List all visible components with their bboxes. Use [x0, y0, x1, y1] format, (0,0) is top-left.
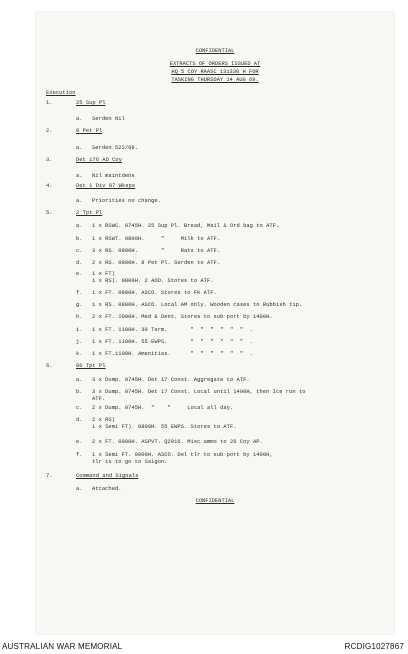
sub-text: 1 x RS. 0800H. ASCO. Local AM only. Wooden cases to Rubbish tip.: [92, 302, 303, 308]
sub-text: 2 x FT. 1000H. Med & Dent. Stores to sub port by 1400H.: [92, 314, 273, 320]
sub-letter: e.: [76, 271, 83, 277]
footer-institution: AUSTRALIAN WAR MEMORIAL: [2, 642, 123, 651]
classification-bottom: CONFIDENTIAL: [195, 498, 235, 504]
title-line-2: HQ 5 COY RAASC 131330 H FOR: [171, 69, 259, 75]
footer-bar: [0, 640, 408, 654]
sub-letter: a.: [76, 223, 83, 229]
item-number: 5.: [46, 210, 53, 216]
sub-letter: a.: [76, 377, 83, 383]
sub-text: 1 x FT) 1 x RS). 0800H. 2 AOD. Stores to ATF.: [92, 271, 214, 284]
sub-letter: a.: [76, 145, 83, 151]
sub-letter: b.: [76, 236, 83, 242]
sub-text: Serden Nil: [92, 116, 125, 122]
item-number: 6.: [46, 363, 53, 369]
sub-text: 1 x Semi FT. 0900H. ASCO. Del tlr to sub port by 1400H, tlr is to go to Saigon.: [92, 452, 273, 465]
sub-text: Nil maintdens: [92, 173, 135, 179]
item-title: 86 Tpt Pl: [76, 363, 106, 369]
sub-text: 2 x FT. 0800H. ASPVT. Q2016. Misc ammo to 26 Coy AP.: [92, 439, 263, 445]
sub-letter: f.: [76, 290, 83, 296]
title-line-3: TASKING THURSDAY 14 AUG 69.: [171, 77, 259, 83]
footer-record-id: RCDIG1027867: [344, 642, 404, 651]
sub-letter: d.: [76, 260, 83, 266]
document-page: [36, 12, 394, 634]
sub-text: 1 x FT. 1100H. 30 Term. " " " " " " .: [92, 327, 253, 333]
sub-letter: d.: [76, 417, 83, 423]
sub-letter: a.: [76, 116, 83, 122]
sub-letter: a.: [76, 198, 83, 204]
sub-letter: c.: [76, 248, 83, 254]
sub-text: Attached.: [92, 486, 122, 492]
sub-letter: a.: [76, 173, 83, 179]
sub-text: 2 x Dump. 0745H. " " Local all day.: [92, 405, 234, 411]
sub-letter: b.: [76, 389, 83, 395]
sub-letter: i.: [76, 327, 83, 333]
sub-letter: f.: [76, 452, 83, 458]
item-number: 4.: [46, 183, 53, 189]
item-title: Det 1 Div 87 Wksps: [76, 183, 136, 189]
sub-text: 3 x Dump. 0745H. Det 17 Const. Aggregate to ATF.: [92, 377, 250, 383]
sub-text: 2 x RS) 1 x Semi FT). 0800H. 55 EWPS. Stores to ATF.: [92, 417, 237, 430]
sub-text: 1 x RSWC. 0745H. 25 Sup Pl. Bread, Mail & Ord bag to ATF.: [92, 223, 280, 229]
sub-text: 1 x RSWT. 0800H. " Milk to ATF.: [92, 236, 221, 242]
sub-text: Serden 522/69.: [92, 145, 138, 151]
item-number: 2.: [46, 128, 53, 134]
item-number: 7.: [46, 473, 53, 479]
item-title: 8 Pet Pl: [76, 128, 103, 134]
section-heading: Execution: [46, 90, 76, 96]
item-number: 3.: [46, 157, 53, 163]
item-number: 1.: [46, 100, 53, 106]
sub-text: 1 x FT. 0800H. ASCO. Stores to FK ATF.: [92, 290, 217, 296]
sub-letter: j.: [76, 339, 83, 345]
item-title: Det 176 AD Coy: [76, 157, 122, 163]
sub-text: 1 x FT. 1100H. 55 EWPS. " " " " " " .: [92, 339, 253, 345]
item-title: Command and Signals: [76, 473, 139, 479]
title-line-1: EXTRACTS OF ORDERS ISSUED AT: [169, 61, 261, 67]
sub-text: 1 x FT.1100H. Amenities. " " " " " " .: [92, 351, 253, 357]
sub-text: Priorities no change.: [92, 198, 161, 204]
sub-text: 3 x Dump. 0745H. Det 17 Const. Local until 1400H, then Ice run to ATF.: [92, 389, 306, 402]
sub-text: 3 x RS. 0800H. " Rats to ATF.: [92, 248, 221, 254]
item-title: 2 Tpt Pl: [76, 210, 103, 216]
sub-letter: k.: [76, 351, 83, 357]
classification-top: CONFIDENTIAL: [195, 48, 235, 54]
sub-letter: c.: [76, 405, 83, 411]
item-title: 25 Sup Pl: [76, 100, 106, 106]
sub-letter: e.: [76, 439, 83, 445]
sub-letter: g.: [76, 302, 83, 308]
sub-letter: h.: [76, 314, 83, 320]
sub-letter: a.: [76, 486, 83, 492]
sub-text: 2 x RS. 0800H. 8 Pet Pl. Serden to ATF.: [92, 260, 221, 266]
